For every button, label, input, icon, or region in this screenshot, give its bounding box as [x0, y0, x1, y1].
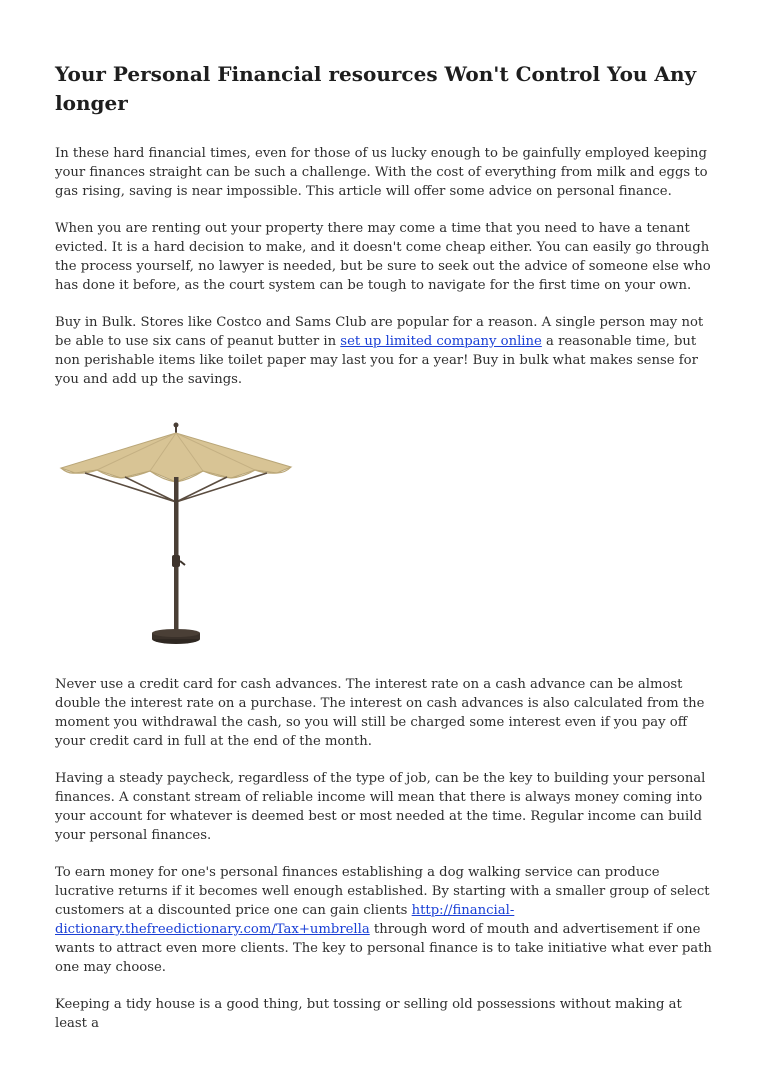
paragraph-dog-walking-text-end: through word of mouth and advertisement if one wants to attract even more clients. The key to personal finance is to take initiative what ever path one may choose.	[55, 922, 712, 975]
document-page	[55, 60, 715, 1051]
paragraph-tidy-house: Keeping a tidy house is a good thing, but tossing or selling old possessions without making at least a	[55, 997, 682, 1031]
paragraph-intro: In these hard financial times, even for those of us lucky enough to be gainfully employed keeping your finances straight can be such a challenge. With the cost of everything from milk and eggs to gas rising, saving is near impossible. This article will offer some advice on personal finance.	[55, 146, 708, 199]
paragraph-paycheck: Having a steady paycheck, regardless of the type of job, can be the key to building your personal finances. A constant stream of reliable income will mean that there is always money coming into your account for whatever is deemed best or most needed at the time. Regular income can build your personal finances.	[55, 771, 706, 843]
paragraph-dog-walking	[55, 863, 715, 977]
limited-company-link[interactable]: set up limited company online	[340, 334, 542, 349]
page-title: Your Personal Financial resources Won't Control You Any longer	[55, 62, 697, 115]
umbrella-illustration	[55, 407, 305, 657]
paragraph-dog-walking-text-start: To earn money for one's personal finances establishing a dog walking service can produce lucrative returns if it becomes well enough established. By starting with a smaller group of select customers at a discounted price one can gain clients	[55, 865, 710, 918]
paragraph-tenant: When you are renting out your property there may come a time that you need to have a tenant evicted. It is a hard decision to make, and it doesn't come cheap either. You can easily go through the process yourself, no lawyer is needed, but be sure to seek out the advice of someone else who has done it before, as the court system can be tough to navigate for the first time on your own.	[55, 221, 711, 293]
tax-umbrella-link[interactable]: http://financial-dictionary.thefreedictionary.com/Tax+umbrella	[55, 903, 515, 937]
paragraph-bulk	[55, 313, 715, 389]
paragraph-cash-advance: Never use a credit card for cash advances. The interest rate on a cash advance can be almost double the interest rate on a purchase. The interest on cash advances is also calculated from the moment you withdrawal the cash, so you will still be charged some interest even if you pay off your credit card in full at the end of the month.	[55, 677, 705, 749]
umbrella-image	[55, 407, 305, 657]
paragraph-bulk-text-start: Buy in Bulk. Stores like Costco and Sams Club are popular for a reason. A single person may not be able to use six cans of peanut butter in	[55, 315, 704, 349]
paragraph-bulk-text-end: a reasonable time, but non perishable items like toilet paper may last you for a year! Buy in bulk what makes sense for you and add up the savings.	[55, 334, 698, 387]
